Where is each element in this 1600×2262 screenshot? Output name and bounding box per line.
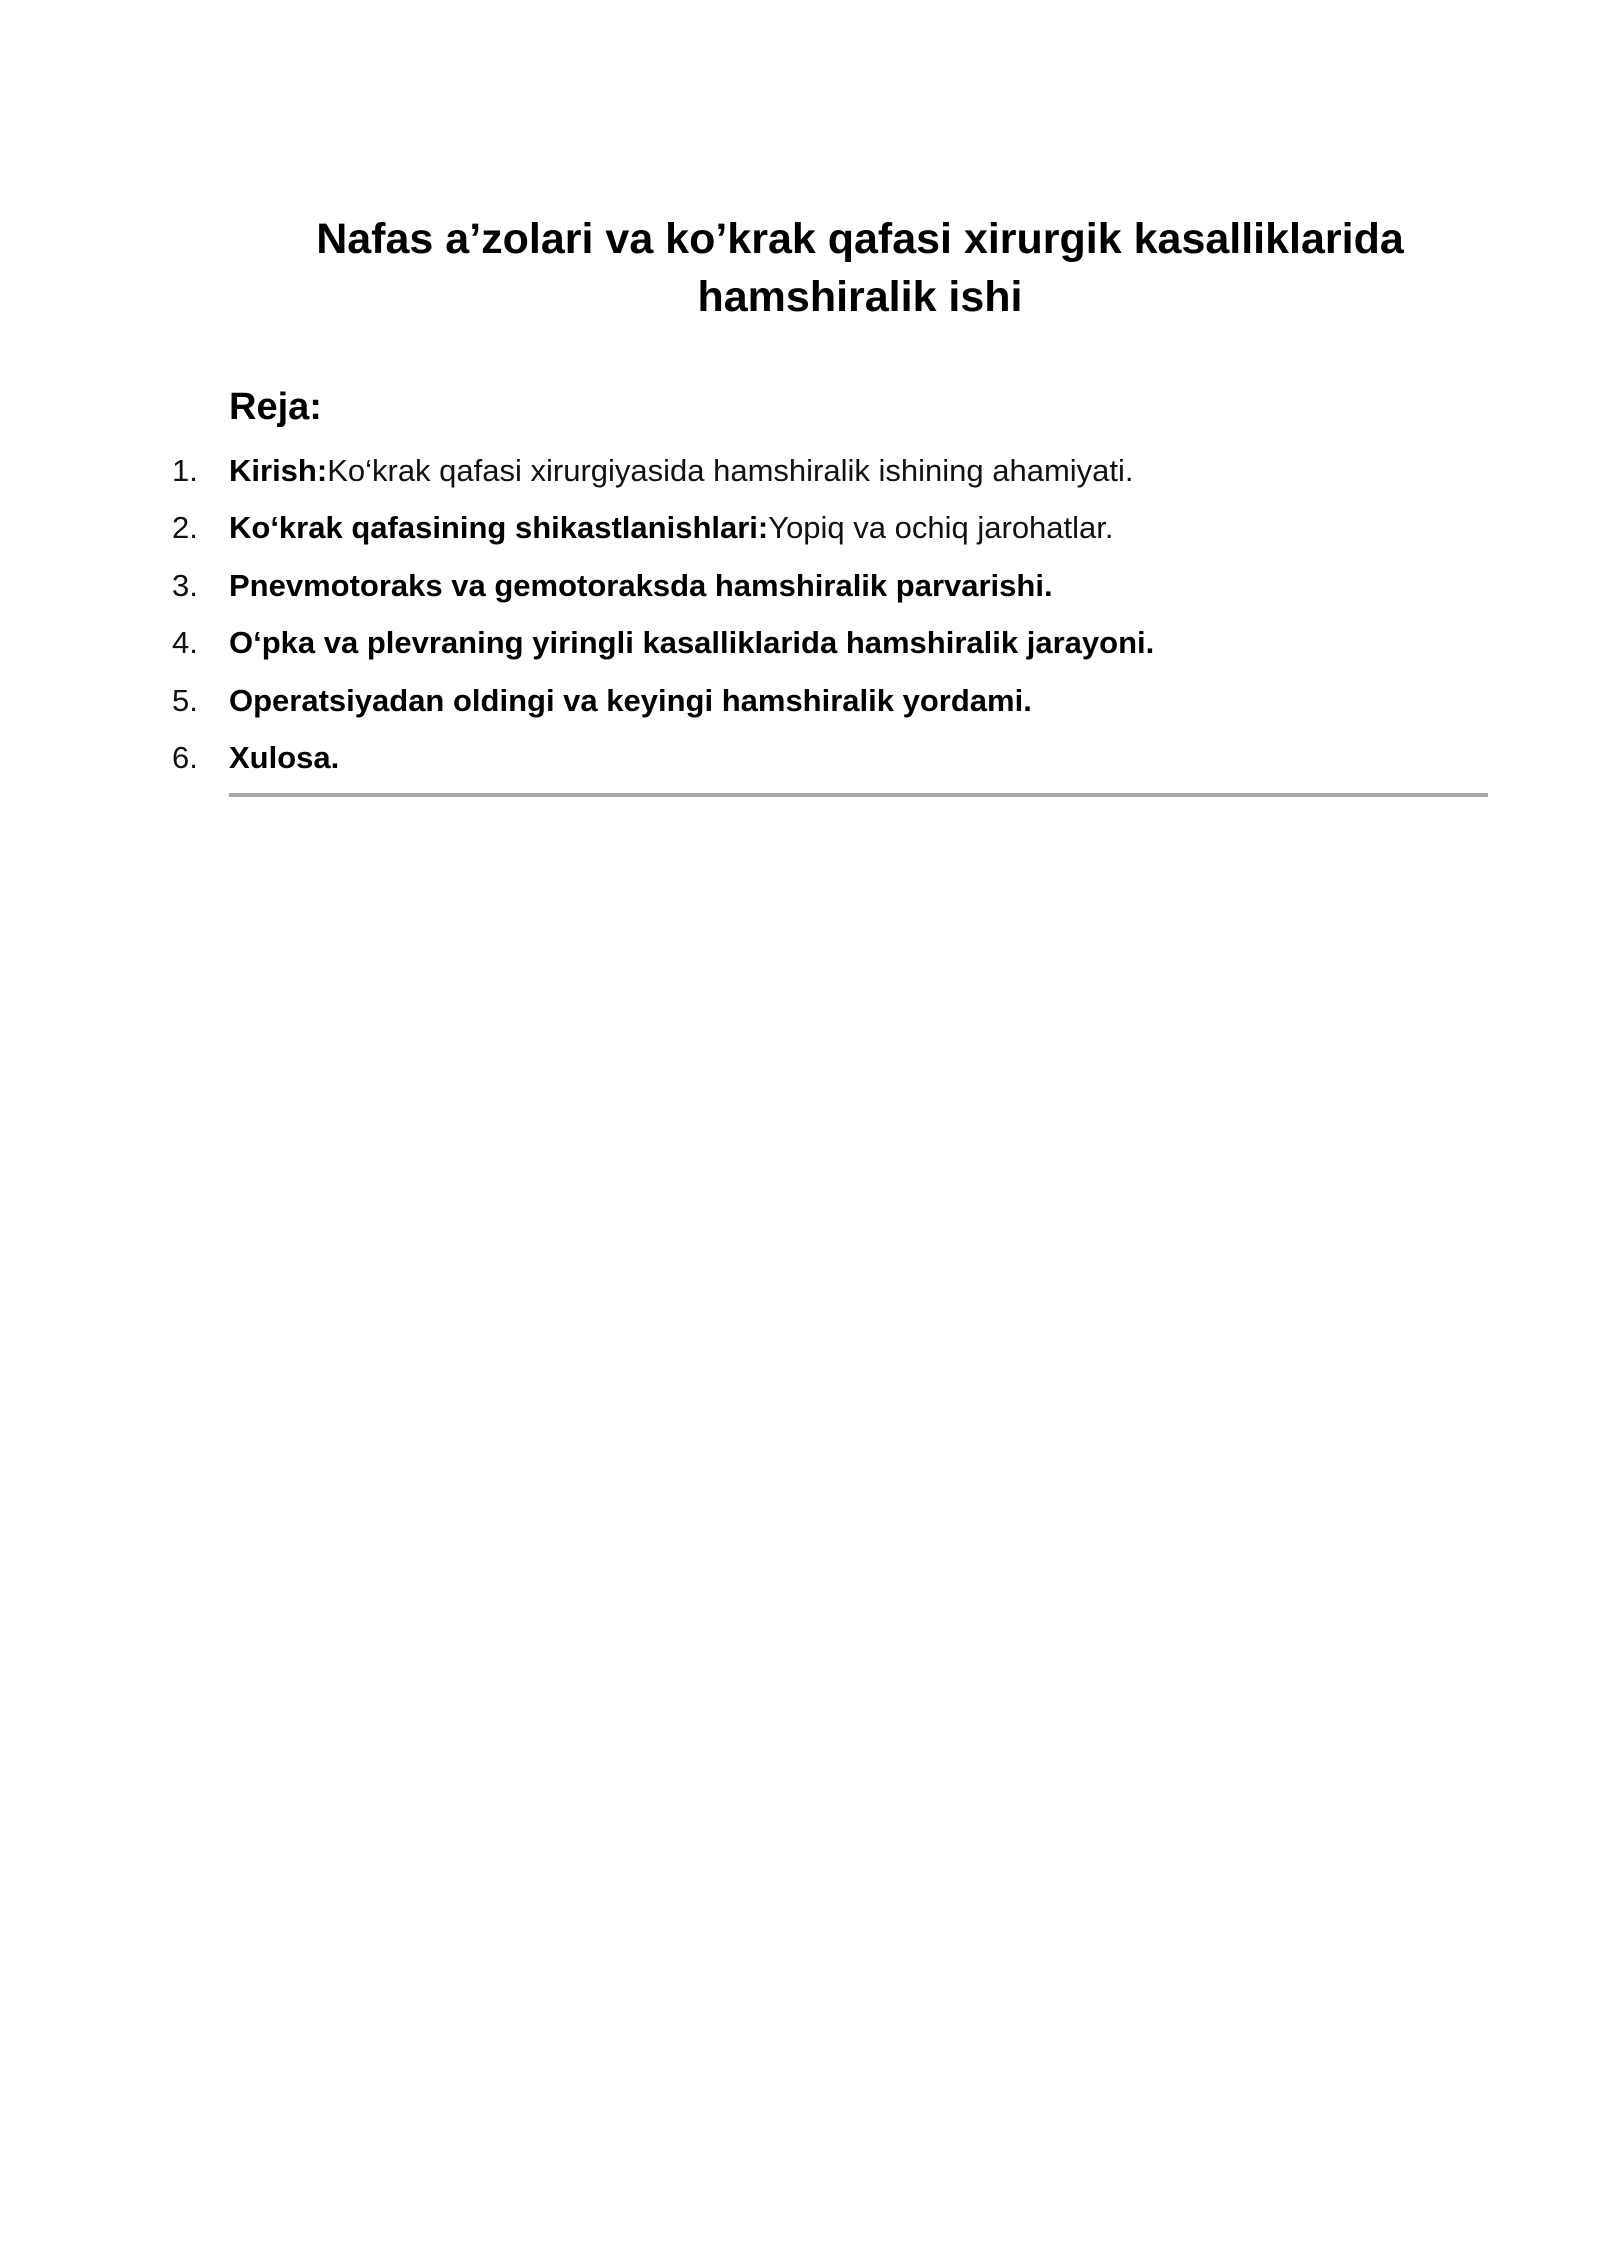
plan-item-description: Yopiq va ochiq jarohatlar. [768,510,1114,546]
plan-item-title: Operatsiyadan oldingi va keyingi hamshiralik yordami. [229,682,1032,718]
plan-list [172,442,1492,786]
plan-item-number: 1. [172,453,198,488]
plan-item-title: Pnevmotoraks va gemotoraksda hamshiralik parvarishi. [229,567,1053,603]
plan-item-title: Xulosa. [229,739,340,775]
plan-item-1 [172,442,1492,499]
plan-heading: Reja: [229,386,322,428]
plan-item-5 [172,672,1492,729]
horizontal-divider [229,793,1488,797]
plan-item-2 [172,499,1492,556]
plan-item-6 [172,729,1492,786]
plan-item-4 [172,614,1492,671]
plan-item-number: 2. [172,510,198,546]
plan-item-title: Kirish: [229,453,328,488]
plan-item-description: Ko‘krak qafasi xirurgiyasida hamshiralik ishining ahamiyati. [327,453,1134,488]
plan-item-3 [172,557,1492,614]
plan-item-title: Ko‘krak qafasining shikastlanishlari: [229,510,769,546]
plan-item-title: O‘pka va plevraning yiringli kasalliklarida hamshiralik jarayoni. [229,625,1155,661]
document-title: Nafas a’zolari va ko’krak qafasi xirurgik kasalliklarida hamshiralik ishi [316,215,1404,321]
plan-item-number: 6. [172,739,198,775]
plan-item-number: 5. [172,682,198,718]
plan-item-number: 4. [172,625,198,661]
plan-item-number: 3. [172,567,198,603]
